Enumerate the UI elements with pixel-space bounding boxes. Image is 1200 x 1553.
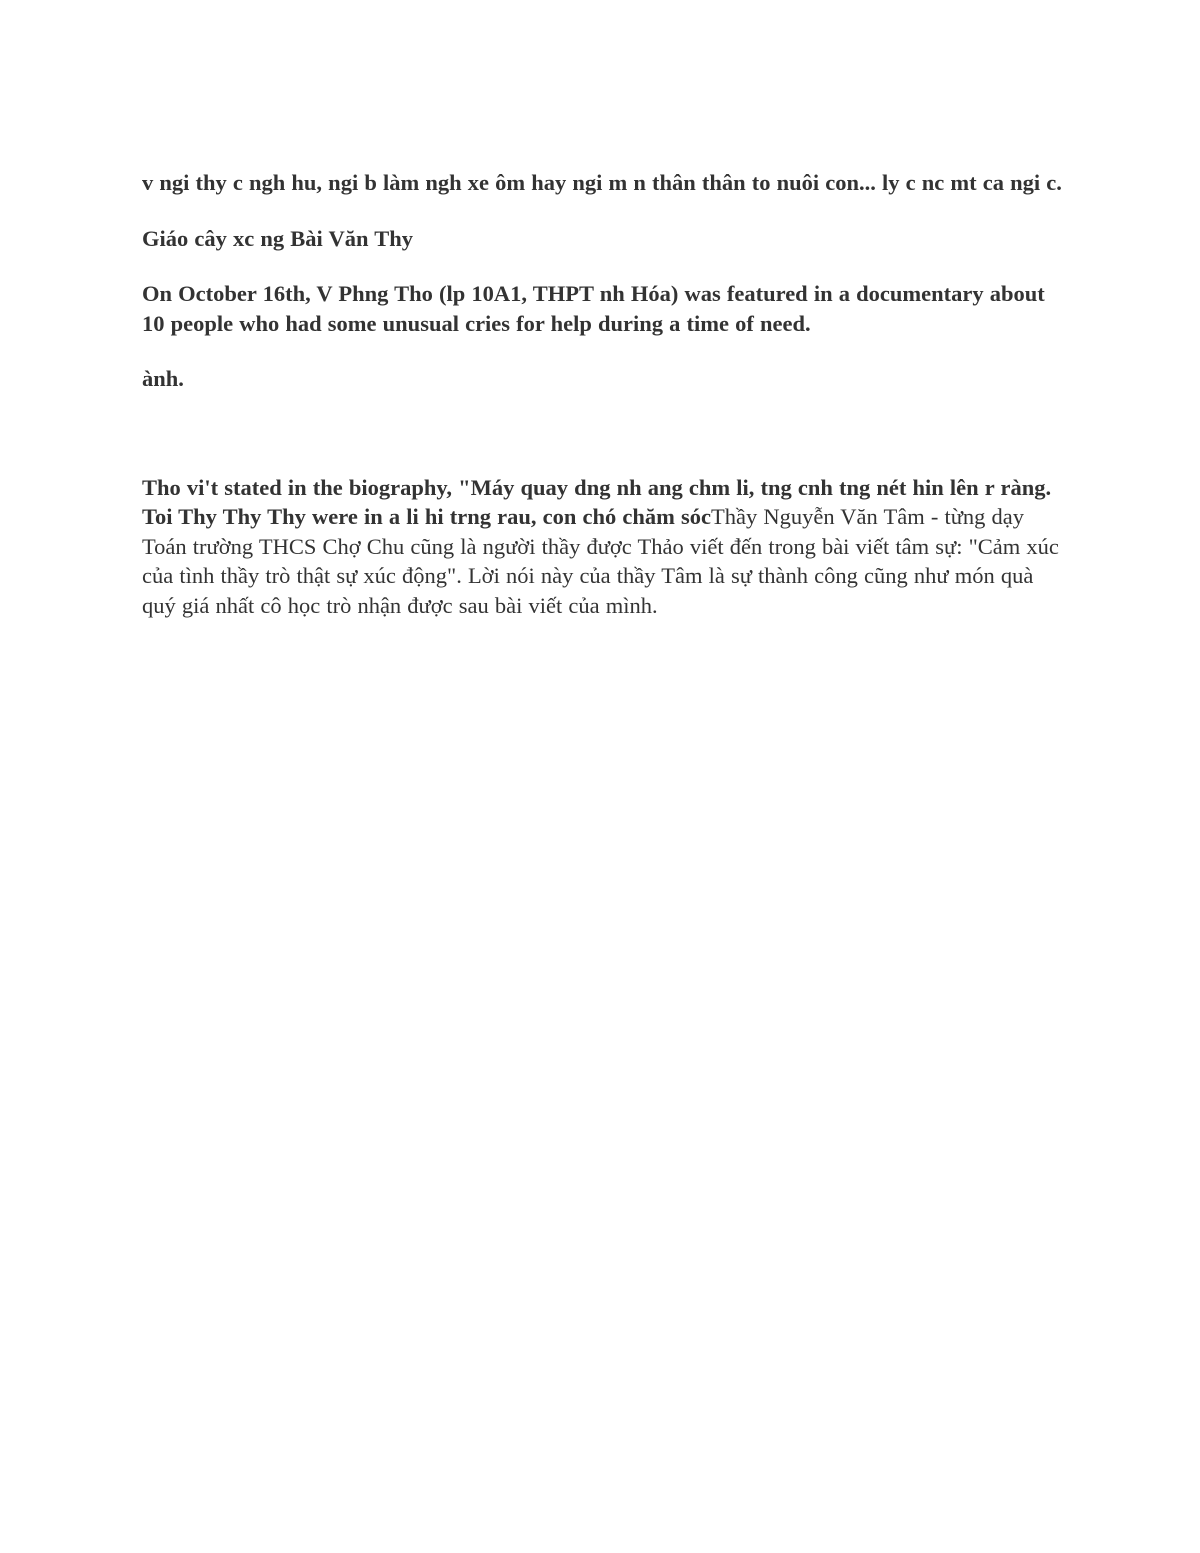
paragraph-gap-large [142,394,1062,473]
paragraph-gap [142,253,1062,279]
paragraph-heading: Giáo cây xc ng Bài Văn Thy [142,225,413,251]
biography-bold-text: Tho vi't stated in the biography, "Máy quay dng nh ang chm li, tng cnh tng nét hin lên r ràng. Toi Thy Thy Thy were in a li hi trng rau, con chó chăm sóc [142,474,1052,529]
paragraph-biography [142,473,1062,621]
paragraph-gap [142,198,1062,224]
document-page [142,168,1062,620]
paragraph-short: ành. [142,366,184,391]
paragraph-documentary: On October 16th, V Phng Tho (lp 10A1, THPT nh Hóa) was featured in a documentary about 10 people who had some unusual cries for help during a time of need. [142,281,1045,336]
paragraph-gap [142,338,1062,364]
biography-regular-text: Thầy Nguyễn Văn Tâm - từng dạy Toán trường THCS Chợ Chu cũng là người thầy được Thảo viết đến trong bài viết tâm sự: "Cảm xúc của tình thầy trò thật sự xúc động". Lời nói này của thầy Tâm là sự thành công cũng như món quà quý giá nhất cô học trò nhận được sau bài viết của mình. [142,504,1059,618]
paragraph-intro: v ngi thy c ngh hu, ngi b làm ngh xe ôm hay ngi m n thân thân to nuôi con... ly c nc mt ca ngi c. [142,170,1062,195]
